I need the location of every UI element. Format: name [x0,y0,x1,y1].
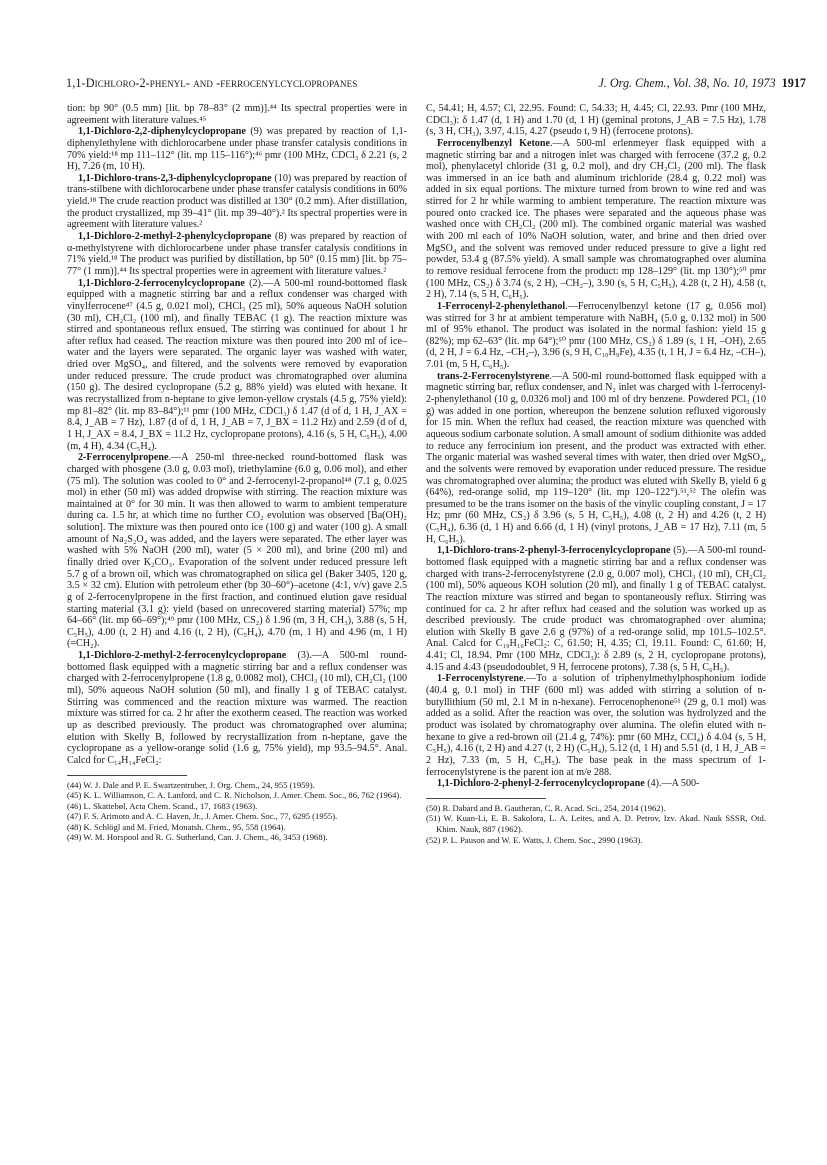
paragraph-text: (3).—A 500-ml round-bottomed flask equipped with a magnetic stirring bar and a reflux condenser was charged with 2-ferrocenylpropene (1.8 g, 0.0082 mol), CHCl₃ (10 ml), CH₂Cl₂ (100 ml), 50% aqueous NaOH solution (50 ml), and finally 1 g of TEBAC catalyst. Stirring was commenced and the reaction mixture was warmed. The reaction mixture was stirred for ca. 2 hr after the exotherm ceased. The reaction was worked up as described previously. The product was chromatographed over alumina; elution with Skelly B, followed by recrystallization from n-heptane, gave the cyclopropane as a yellow-orange solid (1.6 g, 75% yield), mp 93.5–94.5°. Anal. Calcd for C₁₄H₁₄FeCl₂: [67,650,407,766]
footnote: (44) W. J. Dale and P. E. Swartzentruber, J. Org. Chem., 24, 955 (1959). [67,779,315,790]
paragraph [426,673,766,778]
section-heading: 1,1-Dichloro-trans-2-phenyl-3-ferrocenylcyclopropane [437,545,671,557]
paragraph [67,126,407,173]
paragraph [67,452,407,650]
section-heading: 1,1-Dichloro-2,2-diphenylcyclopropane [78,126,246,138]
paragraph [426,138,766,301]
page-number: 1917 [781,76,806,90]
section-heading: 1,1-Dichloro-2-methyl-2-ferrocenylcyclopropane [78,650,287,662]
paragraph-text: .—To a solution of triphenylmethylphosphonium iodide (40.4 g, 0.1 mol) in THF (600 ml) was added with stirring a solution of n-butyllithium (50 ml, 2.1 M in n-hexane). Ferrocenophenone⁵¹ (29 g, 0.1 mol) was added as a solid. After the reaction was over, the solution was hydrolyzed and the product was isolated by chromatography over alumina. The olefin eluted with n-hexane to give a red-brown oil (21.4 g, 74%): pmr (60 MHz, CCl₄) δ 4.04 (s, 5 H, C₅H₅), 4.16 (t, 2 H) and 4.27 (t, 2 H) (C₅H₄), 5.12 (d, 1 H) and 5.51 (d, 1 H, J_AB = 2 Hz), 7.33 (m, 5 H, C₆H₅). The base peak in the mass spectrum of 1-ferrocenylstyrene is the parent ion at m/e 288. [426,673,766,778]
paragraph-text: C, 54.41; H, 4.57; Cl, 22.95. Found: C, 54.33; H, 4.45; Cl, 22.93. Pmr (100 MHz, CDCl₃): δ 1.47 (d, 1 H) and 1.70 (d, 1 H) (geminal protons, J_AB = 7.5 Hz), 1.78 (s, 3 H, CH₃), 3.97, 4.15, 4.27 (pseudo t, 9 H) (ferrocene protons). [426,103,766,138]
paragraph [426,545,766,673]
section-heading: 1,1-Dichloro-2-methyl-2-phenylcyclopropane [78,231,272,243]
footnote: (48) K. Schlögl and M. Fried, Monatsh. Chem., 95, 558 (1964). [67,821,286,832]
section-heading: 1-Ferrocenyl-2-phenylethanol [437,300,566,312]
footnote-rule [67,775,187,776]
journal-name: J. Org. Chem., Vol. 38, No. 10, 1973 [598,76,776,90]
footnote: (45) K. L. Williamson, C. A. Lanford, and C. R. Nicholson, J. Amer. Chem. Soc., 86, 762 (1964). [67,790,402,801]
paragraph [67,103,407,126]
footnote: (47) F. S. Arimoto and A. C. Haven, Jr., J. Amer. Chem. Soc., 77, 6295 (1955). [67,811,338,822]
right-body [426,103,766,790]
section-heading: 1,1-Dichloro-trans-2,3-diphenylcyclopropane [78,172,272,184]
footnote: (51) W. Kuan-Li, E. B. Sakolora, L. A. Leites, and A. D. Petrov, Izv. Akad. Nauk SSSR, Otd. Khim. Nauk, 887 (1962). [426,813,766,834]
paragraph [67,278,407,453]
left-footnotes [67,780,407,844]
section-heading: Ferrocenylbenzyl Ketone [437,137,550,149]
paragraph [426,103,766,138]
running-title: 1,1-Dichloro-2-phenyl- and -ferrocenylcyclopropanes [66,76,358,90]
footnote: (52) P. L. Pauson and W. E. Watts, J. Chem. Soc., 2990 (1963). [426,834,643,845]
running-header [66,76,806,94]
paragraph [426,301,766,371]
section-heading: trans-2-Ferrocenylstyrene [437,370,550,382]
paragraph-text: .—Ferrocenylbenzyl ketone (17 g, 0.056 mol) was stirred for 3 hr at ambient temperature with NaBH₄ (5.0 g, 0.132 mol) in 500 ml of 95% ethanol. The product was isolated in the normal fashion: yield 15 g (82%); mp 62–63° (lit. mp 64°);⁵⁰ pmr (100 MHz, CS₂) δ 1.89 (s, 1 H, –OH), 2.65 (d, 2 H, J = 6.4 Hz, –CH₂–), 3.96 (s, 9 H, C₁₀H₉Fe), 4.35 (t, 1 H, J = 6.4 Hz, –CH–), 7.01 (m, 5 H, C₆H₅). [426,300,766,371]
footnote-rule [426,798,546,799]
footnote: (46) L. Skattebøl, Acta Chem. Scand., 17, 1683 (1963). [67,800,258,811]
paragraph-text: .—A 500-ml round-bottomed flask equipped with a magnetic stirring bar, reflux condenser, and N₂ inlet was charged with 1-ferrocenyl-2-phenylethanol (10 g, 0.0326 mol) and 100 ml of dry benzene. Powdered PCl₃ (10 g) was added in one portion, whereupon the benzene solution refluxed vigorously for 15 min. When the reflux had ceased, the reaction mixture was quenched with aqueous sodium carbonate solution. A small amount of sodium dithionite was added to reduce any ferrocinium ion present, and the product was extracted with ether. The organic material was washed several times with water, then dried over MgSO₄, and the solvents were removed by evaporation under reduced pressure. The residue was chromatographed over alumina; the product was eluted with Skelly B, yield 6 g (64%), red-orange solid, mp 119–120° (lit. mp 120–122°).⁵¹,⁵² The olefin was presumed to be the trans isomer on the basis of the vinylic coupling constant, J = 17 Hz; pmr (60 MHz, CS₂) δ 3.96 (s, 5 H, C₅H₅), 4.08 (t, 2 H) and 4.26 (t, 2 H) (C₅H₄), 6.36 (d, 1 H) and 6.66 (d, 1 H) (vinyl protons, J_AB = 17 Hz), 7.11 (m, 5 H, C₆H₅). [426,370,766,545]
left-column [67,103,407,843]
paragraph-text: (10) was prepared by reaction of trans-stilbene with dichlorocarbene under phase transfer catalysis conditions in 60% yield.¹⁸ The crude reaction product was distilled at 130° (0.2 mm). After distillation, the product crystallized, mp 39–41° (lit. mp 39–40°).² Its spectral properties were in agreement with literature values.² [67,172,407,231]
section-heading: 1-Ferrocenylstyrene [437,673,524,685]
paragraph-text: (8) was prepared by reaction of α-methylstyrene with dichlorocarbene under phase transfer catalysis conditions in 71% yield.¹⁸ The product was purified by distillation, bp 50° (0.15 mm) [lit. bp 75–77° (1 mm)].⁴⁴ Its spectral properties were in agreement with literature values.² [67,231,407,277]
paragraph-text: (2).—A 500-ml round-bottomed flask equipped with a magnetic stirring bar and a reflux condenser was charged with vinylferrocene⁴⁷ (4.5 g, 0.021 mol), CHCl₃ (25 ml), 50% aqueous NaOH solution (30 ml), CH₂Cl₂ (100 ml), and finally TEBAC (1 g). The reaction mixture was stirred and spontaneous reflux ensued. The stirring was continued for about 1 hr after reflux had ceased. The reaction mixture was then poured into 200 ml of ice–water and the layers were separated. The organic layer was washed with water, dried over MgSO₄, and filtered, and the solvents were removed by evaporation under reduced pressure. The crude product was chromatographed over alumina (150 g). The desired cyclopropane (5.2 g, 88% yield) was eluted with hexane. It was recrystallized from n-heptane to give lemon-yellow crystals (4.5 g, 75% yield): mp 81–82° (lit. mp 83–84°);¹¹ pmr (100 MHz, CDCl₃) δ 1.47 (d of d, 1 H, J_AX = 8.4, J_AB = 7 Hz), 1.87 (d of d, 1 H, J_AB = 7, J_BX = 11.2 Hz) and 2.59 (d of d, 1 H, J_AX = 8.4, J_BX = 11.2 Hz, cyclopropane protons), 4.16 (s, 5 H, C₅H₅), 4.00 (m, 4 H), 4.34 (C₅H₄). [67,277,407,452]
paragraph [67,231,407,278]
section-heading: 1,1-Dichloro-2-phenyl-2-ferrocenylcyclopropane [437,778,645,790]
paragraph-text: (9) was prepared by reaction of 1,1-diphenylethylene with dichlorocarbene under phase transfer catalysis conditions in 70% yield:¹⁸ mp 111–112° (lit. mp 115–116°);⁴⁶ pmr (100 MHz, CDCl₃ δ 2.21 (s, 2 H), 7.26 (m, 10 H). [67,126,407,173]
right-column [426,103,766,845]
section-heading: 1,1-Dichloro-2-ferrocenylcyclopropane [78,277,245,289]
footnote: (50) R. Dabard and B. Gautheran, C. R. Acad. Sci., 254, 2014 (1962). [426,802,666,813]
journal-citation [598,76,806,91]
paragraph [67,173,407,231]
footnote: (49) W. M. Horspool and R. G. Sutherland, Can. J. Chem., 46, 3453 (1968). [67,832,328,843]
paragraph [67,650,407,766]
paragraph-text: tion: bp 90° (0.5 mm) [lit. bp 78–83° (2 mm)].⁴⁴ Its spectral properties were in agreement with literature values.⁴⁵ [67,103,407,126]
paragraph-text: (4).—A 500- [644,778,700,790]
right-footnotes [426,803,766,845]
paragraph-text: .—A 250-ml three-necked round-bottomed flask was charged with phosgene (3.0 g, 0.03 mol), triethylamine (6.0 g, 0.06 mol), and ether (75 ml). The solution was cooled to 0° and 2-ferrocenyl-2-propanol⁴⁸ (7.1 g, 0.025 mol) in ether (50 ml) was added dropwise with stirring. The reaction mixture was maintained at 0° for 30 min. It was then allowed to warm to ambient temperature during ca. 1.5 hr, at which time no further CO₂ evolution was observed [Ba(OH)₂ solution]. The mixture was then poured onto ice (100 g) and water (100 g). A small amount of Na₂S₂O₄ was added, and the layers were separated. The ether layer was washed with 5% NaOH (200 ml), water (5 × 200 ml), and brine (200 ml) and finally dried over K₂CO₃. Evaporation of the solvent under reduced pressure left 5.7 g of a brown oil, which was chromatographed on silica gel (Baker 3405, 120 g, 3.5 × 32 cm). Elution with petroleum ether (bp 30–60°)–acetone (4:1, v/v) gave 2.5 g of 2-ferrocenylpropene in the first fraction, and continued elution gave residual starting material (3.1 g): yield (based on unrecovered starting material) 57%; mp 64–66° (lit. mp 66–69°);⁴⁹ pmr (100 MHz, CS₂) δ 1.96 (m, 3 H, CH₃), 3.88 (s, 5 H, C₅H₅), 4.00 (t, 2 H) and 4.16 (t, 2 H), (C₅H₄), 4.70 (m, 1 H) and 4.96 (m, 1 H) (=CH₂). [67,452,407,650]
paragraph-text: (5).—A 500-ml round-bottomed flask equipped with a magnetic stirring bar and a reflux condenser was charged with trans-2-ferrocenylstyrene (2.0 g, 0.007 mol), CHCl₃ (10 ml), CH₂Cl₂ (100 ml), 50% aqueous KOH solution (20 ml), and finally 1 g of TEBAC catalyst. The reaction mixture was stirred and began to spontaneously reflux. Stirring was continued for ca. 2 hr after reflux had ceased and the solution was worked up as described previously. The crude product was chromatographed over alumina; elution with Skelly B gave 2.6 g (97%) of a red-orange solid, mp 101.5–102.5°. Anal. Calcd for C₁₉H₁₆FeCl₂: C, 61.50; H, 4.35; Cl, 19.11. Found: C, 61.60; H, 4.41; Cl, 18.94. Pmr (100 MHz, CDCl₃): δ 2.89 (s, 2 H, cyclopropane protons), 4.15 and 4.43 (pseudodoublet, 9 H, ferrocene protons), 7.38 (s, 5 H, C₆H₅). [426,545,766,673]
left-body [67,103,407,767]
section-heading: 2-Ferrocenylpropene [78,452,169,464]
paragraph [426,778,766,790]
paragraph [426,371,766,546]
paragraph-text: .—A 500-ml erlenmeyer flask equipped with a magnetic stirring bar and a nitrogen inlet was charged with ferrocene (37.2 g, 0.2 mol), phenylacetyl chloride (31 g, 0.2 mol), and dry CH₂Cl₂ (200 ml). The flask was immersed in an ice bath and aluminum trichloride (28.4 g, 0.22 mol) was added in six equal portions. The mixture turned from brown to wine red and was stirred for 2 hr while warming to ambient temperature. The reaction mixture was poured onto cracked ice. The phases were separated and the aqueous phase was washed once with CH₂Cl₂ (200 ml). The combined organic material was washed with 200 ml each of 10% NaOH solution, water, and brine and then dried over MgSO₄ and the solvent was removed under reduced pressure to give a light red powder, 53.4 g (87.5% yield). A small sample was chromatographed over alumina to remove residual ferrocene from the product: mp 128–129° (lit. mp 130°);⁵⁰ pmr (100 MHz, CS₂) δ 3.74 (s, 2 H), –CH₂–), 3.90 (s, 5 H, C₅H₅), 4.28 (t, 2 H), 4.58 (t, 2 H), 7.14 (s, 5 H, C₆H₅). [426,137,766,301]
